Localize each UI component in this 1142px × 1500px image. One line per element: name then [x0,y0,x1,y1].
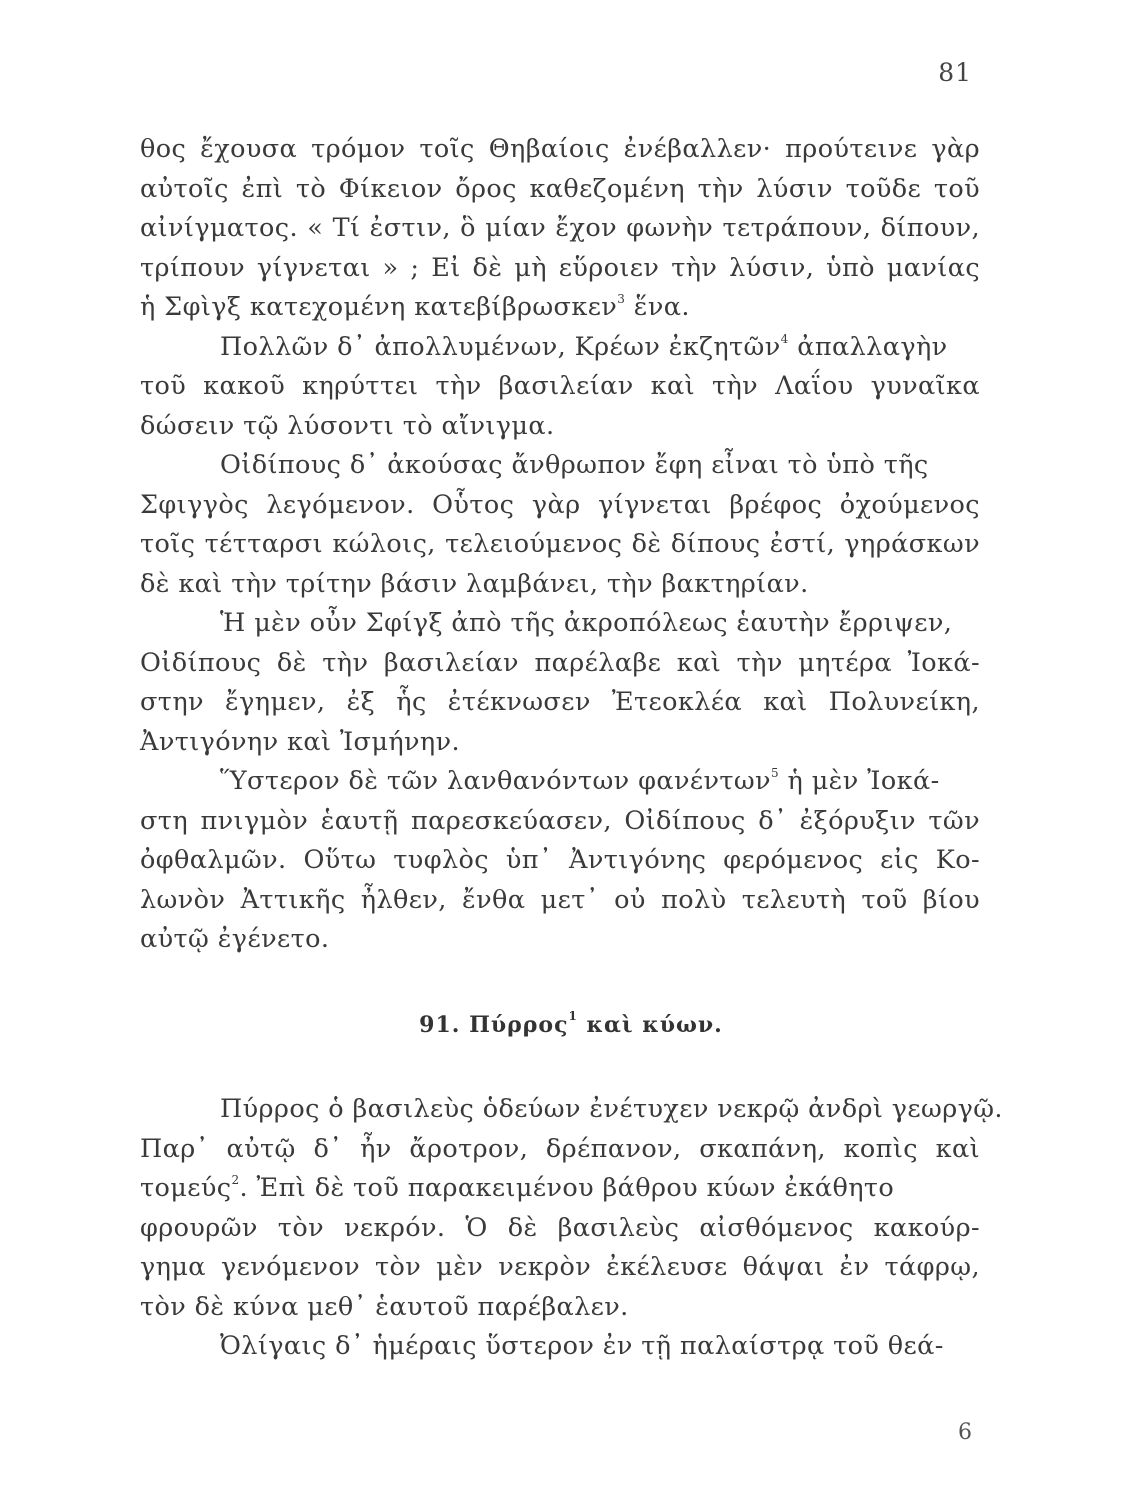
text-line: Οἰδίπους δ᾽ ἀκούσας ἄνθρωπον ἔφη εἶναι τὸ ὑπὸ τῆς [220,450,929,480]
text-line: τρίπουν γίγνεται » ; Εἰ δὲ μὴ εὕροιεν τὴν λύσιν, ὑπὸ μανίας [140,252,980,283]
section-heading [0,1009,1142,1038]
footnote-marker: 2 [231,1173,240,1187]
text-line: ὀφθαλμῶν. Οὕτω τυφλὸς ὑπ᾽ Ἀντιγόνης φερόμενος εἰς Κο- [140,845,980,875]
text-line: Παρ᾽ αὐτῷ δ᾽ ἦν ἄροτρον, δρέπανον, σκαπάνη, κοπὶς καὶ [140,1133,980,1164]
text-fragment: . Ἐπὶ δὲ τοῦ παρακειμένου βάθρου κύων ἐκάθητο [239,1173,895,1203]
text-line: δώσειν τῷ λύσοντι τὸ αἴνιγμα. [140,410,555,441]
text-line: αὐτῷ ἐγένετο. [140,924,330,954]
text-line: φρουρῶν τὸν νεκρόν. Ὁ δὲ βασιλεὺς αἰσθόμενος κακούρ- [140,1212,980,1243]
story-oedipus-text [140,130,980,960]
text-line: τοῖς τέτταρσι κώλοις, τελειούμενος δὲ δίπους ἐστί, γηράσκων [140,529,980,559]
footnote-marker: 5 [770,766,780,780]
text-line: τοῦ κακοῦ κηρύττει τὴν βασιλείαν καὶ τὴν Λαΐου γυναῖκα [140,371,980,401]
text-line: Οἰδίπους δὲ τὴν βασιλείαν παρέλαβε καὶ τὴν μητέρα Ἰοκά- [140,647,980,678]
text-line: αἰνίγματος. « Τί ἐστιν, ὃ μίαν ἔχον φωνὴν τετράπουν, δίπουν, [140,213,980,243]
text-fragment: Πολλῶν δ᾽ ἀπολλυμένων, Κρέων ἐκζητῶν [220,331,781,362]
text-line: στην ἔγημεν, ἐξ ἧς ἐτέκνωσεν Ἐτεοκλέα καὶ Πολυνείκη, [140,687,980,717]
text-line: λωνὸν Ἀττικῆς ἦλθεν, ἔνθα μετ᾽ οὐ πολὺ τελευτὴ τοῦ βίου [140,884,980,915]
text-fragment: ἕνα. [625,292,690,322]
text-line: τὸν δὲ κύνα μεθ᾽ ἑαυτοῦ παρέβαλεν. [140,1291,629,1322]
text-line [140,762,980,802]
text-line: στη πνιγμὸν ἑαυτῇ παρεσκεύασεν, Οἰδίπους δ᾽ ἐξόρυξιν τῶν [140,805,980,836]
signature-mark: 6 [958,1420,972,1445]
text-fragment: ἡ μὲν Ἰοκά- [779,766,940,796]
text-line: γημα γενόμενον τὸν μὲν νεκρὸν ἐκέλευσε θάψαι ἐν τάφρῳ, [140,1252,980,1282]
text-line [140,328,980,368]
text-fragment: ἀπαλλαγὴν [788,331,948,362]
text-fragment: Ὕστερον δὲ τῶν λανθανόντων φανέντων [220,766,771,796]
text-line: Ἀντιγόνην καὶ Ἰσμήνην. [140,726,460,757]
text-line [140,288,980,328]
text-line: Ὀλίγαις δ᾽ ἡμέραις ὕστερον ἐν τῇ παλαίστρᾳ τοῦ θεά- [220,1331,944,1361]
footnote-marker: 1 [568,1009,578,1023]
text-line: Ἡ μὲν οὖν Σφίγξ ἀπὸ τῆς ἀκροπόλεως ἑαυτὴν ἔρριψεν, [220,608,953,638]
text-fragment: ἡ Σφὶγξ κατεχομένη κατεβίβρωσκεν [140,292,618,322]
text-fragment: τομεύς [140,1173,232,1203]
footnote-marker: 4 [780,331,789,346]
text-line: Σφιγγὸς λεγόμενον. Οὗτος γὰρ γίγνεται βρέφος ὀχούμενος [140,489,980,520]
page-number: 81 [938,58,972,87]
text-line: θος ἔχουσα τρόμον τοῖς Θηβαίοις ἐνέβαλλεν· προύτεινε γὰρ [140,134,980,164]
footnote-marker: 3 [617,292,626,306]
story-pyrrhus-text [140,1090,1003,1367]
text-line [140,1169,980,1209]
text-line: Πύρρος ὁ βασιλεὺς ὁδεύων ἐνέτυχεν νεκρῷ ἀνδρὶ γεωργῷ. [220,1094,1003,1124]
text-line: αὐτοῖς ἐπὶ τὸ Φίκειον ὄρος καθεζομένη τὴν λύσιν τοῦδε τοῦ [140,173,980,204]
heading-text: καὶ κύων. [577,1012,723,1038]
heading-text: 91. Πύρρος [419,1012,569,1038]
text-line: δὲ καὶ τὴν τρίτην βάσιν λαμβάνει, τὴν βακτηρίαν. [140,568,809,599]
